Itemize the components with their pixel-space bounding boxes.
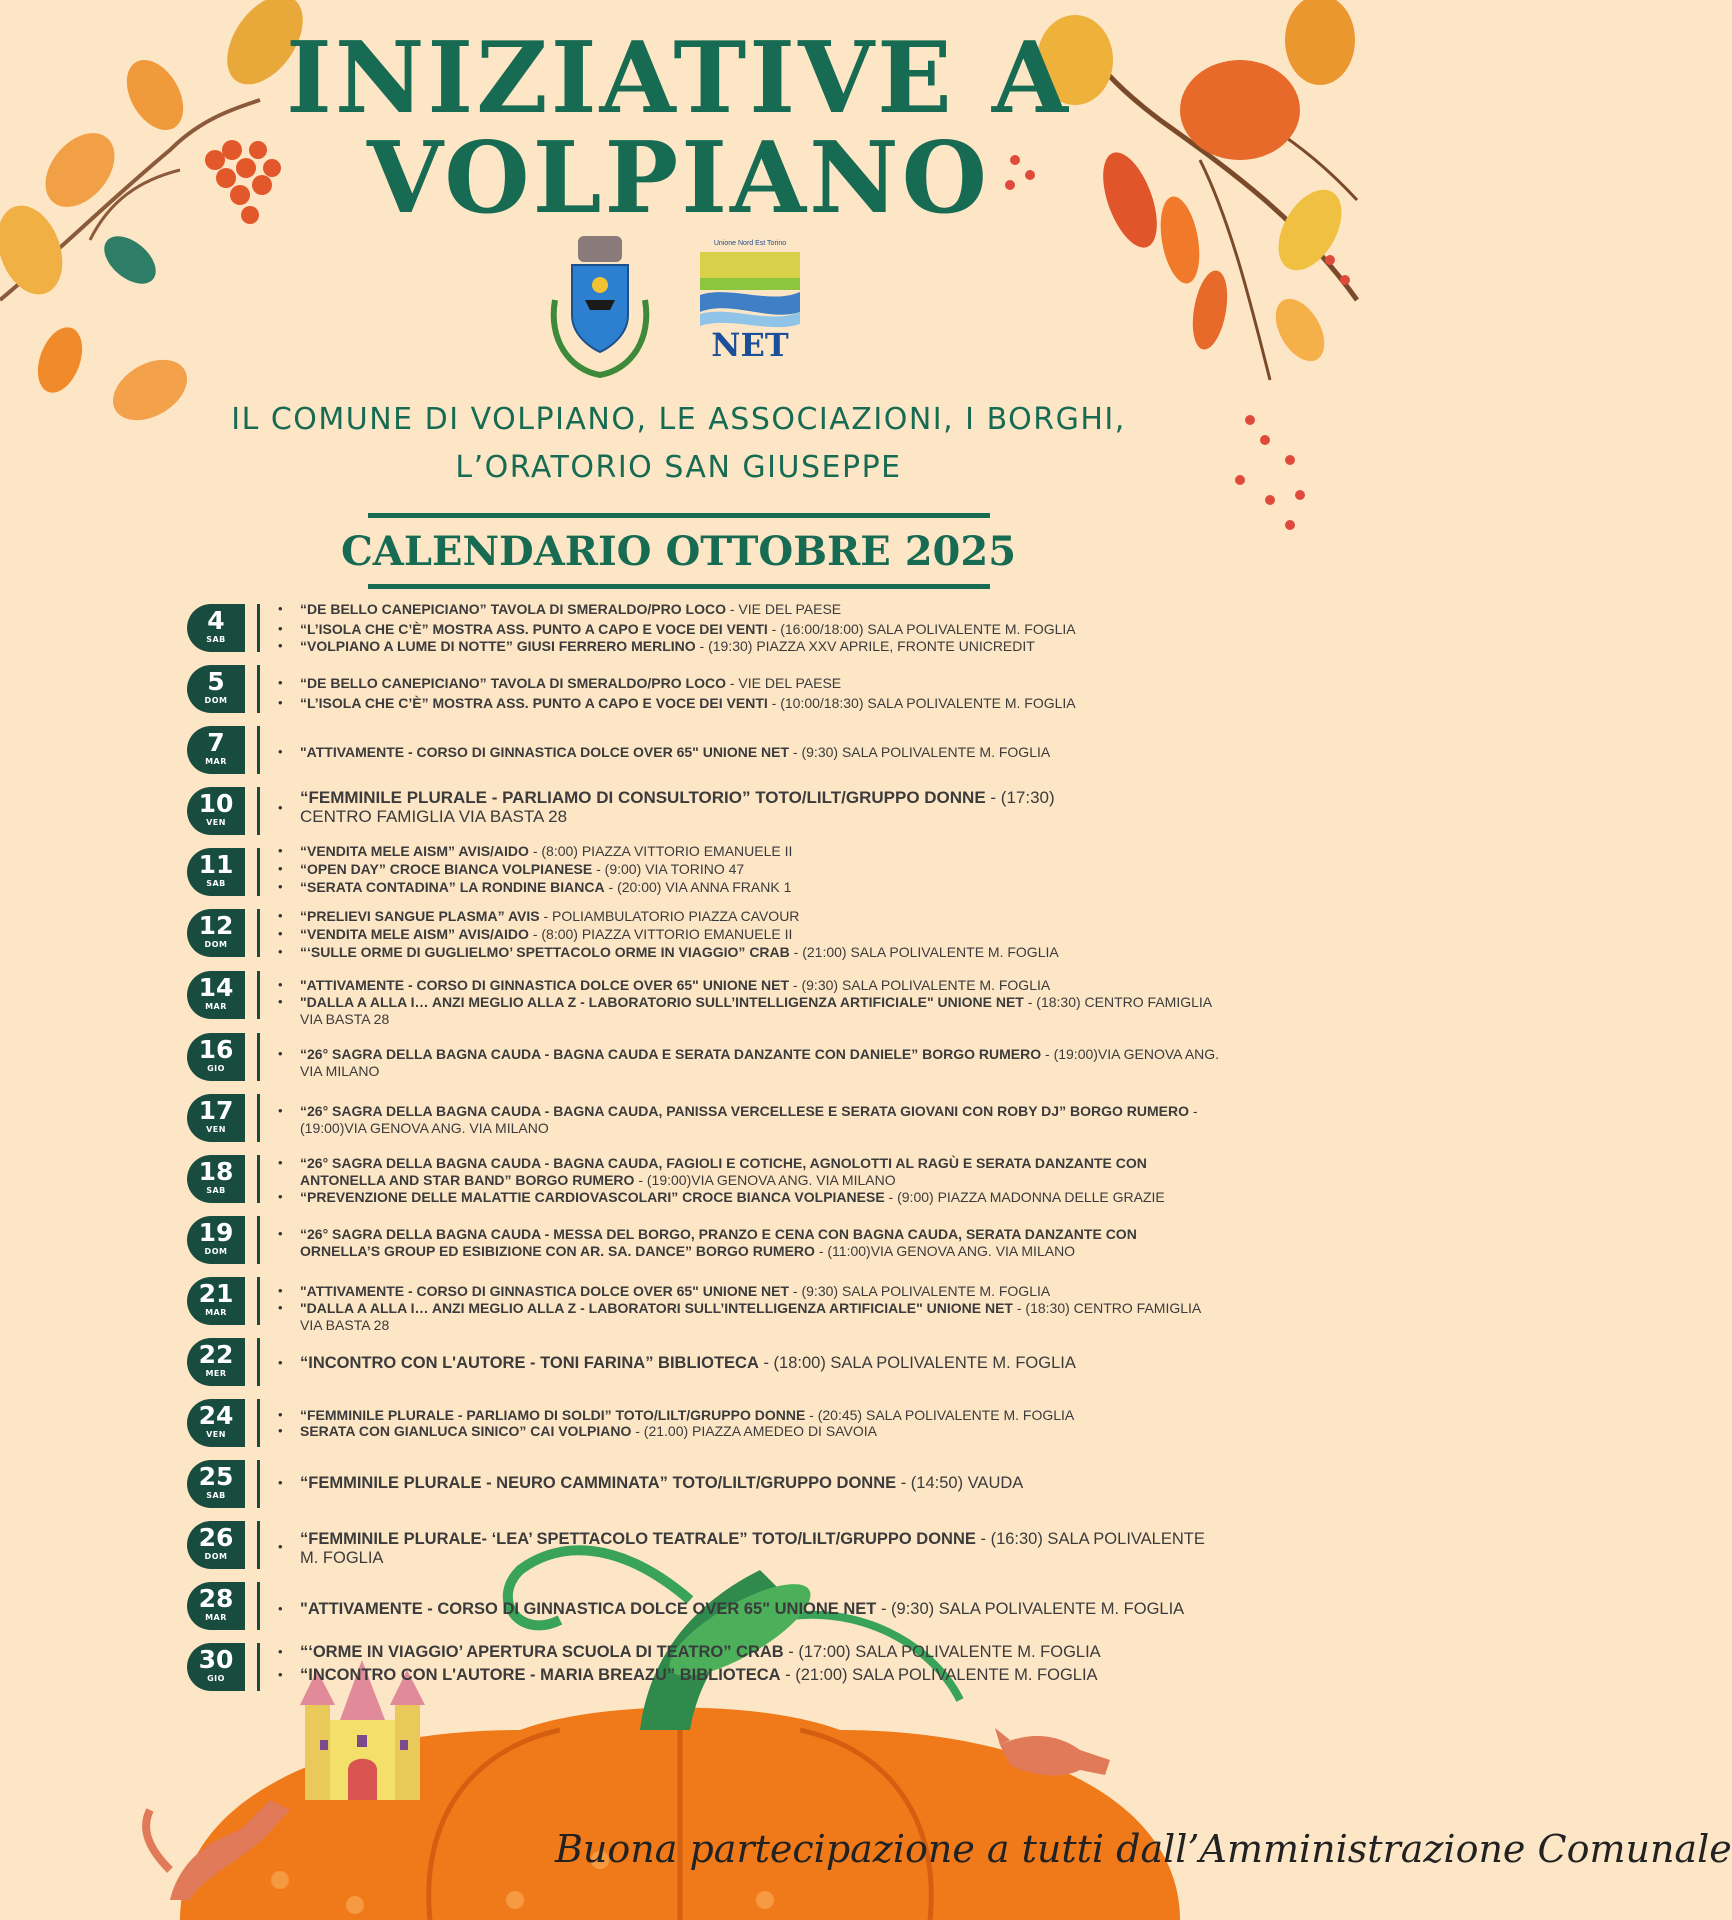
day-abbr: DOM <box>204 1552 228 1561</box>
page-title-line1: INIZIATIVE A <box>286 21 1071 136</box>
day-number: 16 <box>198 1035 234 1064</box>
day-number: 5 <box>207 667 225 696</box>
day-abbr: DOM <box>204 696 228 705</box>
day-number: 4 <box>207 606 225 635</box>
day-abbr: MAR <box>205 1613 227 1622</box>
day-number: 28 <box>198 1584 234 1613</box>
event-item: • "ATTIVAMENTE - CORSO DI GINNASTICA DOLCE OVER 65" UNIONE NET - (9:30) SALA POLIVALENTE M. FOGLIA <box>278 977 1051 993</box>
day-number: 12 <box>198 911 234 940</box>
day-badge <box>187 1338 245 1386</box>
day-number: 26 <box>198 1523 234 1552</box>
event-item: • “FEMMINILE PLURALE - NEURO CAMMINATA” TOTO/LILT/GRUPPO DONNE - (14:50) VAUDA <box>278 1474 1024 1492</box>
event-item: • “DE BELLO CANEPICIANO” TAVOLA DI SMERALDO/PRO LOCO - VIE DEL PAESE <box>278 601 842 617</box>
day-abbr: SAB <box>206 1186 226 1195</box>
day-abbr: MER <box>205 1369 227 1378</box>
event-item: • “26° SAGRA DELLA BAGNA CAUDA - BAGNA CAUDA, PANISSA VERCELLESE E SERATA GIOVANI CON ROBY DJ” BORGO RUMERO - (19:00)VIA GENOVA ANG. VIA MILANO <box>278 1103 1198 1136</box>
day-abbr: MAR <box>205 757 227 766</box>
day-divider <box>257 1216 260 1264</box>
day-divider <box>257 665 260 713</box>
day-abbr: VEN <box>206 818 226 827</box>
calendar-title: CALENDARIO OTTOBRE 2025 <box>340 528 1017 575</box>
event-item: • “VENDITA MELE AISM” AVIS/AIDO - (8:00) PIAZZA VITTORIO EMANUELE II <box>278 843 793 859</box>
day-divider <box>257 1521 260 1569</box>
event-item: • “‘SULLE ORME DI GUGLIELMO’ SPETTACOLO ORME IN VIAGGIO” CRAB - (21:00) SALA POLIVALENTE M. FOGLIA <box>278 944 1059 960</box>
day-number: 30 <box>198 1645 234 1674</box>
day-badge <box>187 1521 245 1569</box>
day-divider <box>257 1399 260 1447</box>
subtitle-line1: IL COMUNE DI VOLPIANO, LE ASSOCIAZIONI, I BORGHI, <box>231 402 1126 437</box>
event-item: • “26° SAGRA DELLA BAGNA CAUDA - BAGNA CAUDA E SERATA DANZANTE CON DANIELE” BORGO RUMERO - (19:00)VIA GENOVA ANG. VIA MILANO <box>278 1046 1220 1079</box>
footer-greeting: Buona partecipazione a tutti dall’Amministrazione Comunale <box>555 1827 1732 1871</box>
day-abbr: GIO <box>207 1674 225 1683</box>
day-divider <box>257 1338 260 1386</box>
event-item: • “VOLPIANO A LUME DI NOTTE” GIUSI FERRERO MERLINO - (19:30) PIAZZA XXV APRILE, FRONTE UNICREDIT <box>278 638 1035 654</box>
day-divider <box>257 971 260 1019</box>
day-number: 17 <box>198 1096 234 1125</box>
day-badge <box>187 1643 245 1691</box>
day-divider <box>257 726 260 774</box>
day-abbr: DOM <box>204 1247 228 1256</box>
day-abbr: SAB <box>206 635 226 644</box>
day-number: 22 <box>198 1340 234 1369</box>
day-number: 18 <box>198 1157 234 1186</box>
event-item: • “‘ORME IN VIAGGIO’ APERTURA SCUOLA DI TEATRO” CRAB - (17:00) SALA POLIVALENTE M. FOGLIA <box>278 1643 1101 1661</box>
day-divider <box>257 1460 260 1508</box>
event-item: • “FEMMINILE PLURALE - PARLIAMO DI CONSULTORIO” TOTO/LILT/GRUPPO DONNE - (17:30) CENTRO FAMIGLIA VIA BASTA 28 <box>278 788 1055 826</box>
day-number: 10 <box>198 789 234 818</box>
event-item: • “INCONTRO CON L'AUTORE - TONI FARINA” BIBLIOTECA - (18:00) SALA POLIVALENTE M. FOGLIA <box>278 1354 1076 1372</box>
day-badge <box>187 1582 245 1630</box>
calendar-title-rule-bottom <box>368 584 990 589</box>
day-divider <box>257 909 260 957</box>
day-number: 21 <box>198 1279 234 1308</box>
day-divider <box>257 1033 260 1081</box>
event-item: • “FEMMINILE PLURALE - PARLIAMO DI SOLDI” TOTO/LILT/GRUPPO DONNE - (20:45) SALA POLIVALENTE M. FOGLIA <box>278 1407 1075 1423</box>
net-logo-caption: Unione Nord Est Torino <box>713 240 787 247</box>
day-number: 7 <box>207 728 225 757</box>
event-item: • “SERATA CONTADINA” LA RONDINE BIANCA - (20:00) VIA ANNA FRANK 1 <box>278 879 792 895</box>
event-item: • SERATA CON GIANLUCA SINICO” CAI VOLPIANO - (21.00) PIAZZA AMEDEO DI SAVOIA <box>278 1423 877 1439</box>
day-badge <box>187 604 245 652</box>
day-abbr: VEN <box>206 1125 226 1134</box>
day-abbr: MAR <box>205 1308 227 1317</box>
net-logo-icon <box>700 252 800 327</box>
event-item: • “FEMMINILE PLURALE- ‘LEA’ SPETTACOLO TEATRALE” TOTO/LILT/GRUPPO DONNE - (16:30) SALA POLIVALENTE M. FOGLIA <box>278 1530 1205 1567</box>
day-badge <box>187 1155 245 1203</box>
day-abbr: VEN <box>206 1430 226 1439</box>
day-badge <box>187 1033 245 1081</box>
event-item: • “DE BELLO CANEPICIANO” TAVOLA DI SMERALDO/PRO LOCO - VIE DEL PAESE <box>278 675 842 691</box>
day-badge <box>187 909 245 957</box>
day-number: 25 <box>198 1462 234 1491</box>
event-item: • “VENDITA MELE AISM” AVIS/AIDO - (8:00) PIAZZA VITTORIO EMANUELE II <box>278 926 793 942</box>
day-divider <box>257 848 260 896</box>
day-divider <box>257 1094 260 1142</box>
net-logo-text: NET <box>711 326 789 364</box>
day-badge <box>187 665 245 713</box>
event-item: • “PREVENZIONE DELLE MALATTIE CARDIOVASCOLARI” CROCE BIANCA VOLPIANESE - (9:00) PIAZZA MADONNA DELLE GRAZIE <box>278 1189 1165 1205</box>
day-divider <box>257 1155 260 1203</box>
day-number: 24 <box>198 1401 234 1430</box>
day-badge <box>187 726 245 774</box>
day-abbr: SAB <box>206 1491 226 1500</box>
day-divider <box>257 787 260 835</box>
event-item: • “PRELIEVI SANGUE PLASMA” AVIS - POLIAMBULATORIO PIAZZA CAVOUR <box>278 908 800 924</box>
day-abbr: MAR <box>205 1002 227 1011</box>
day-badge <box>187 1460 245 1508</box>
day-badge <box>187 1216 245 1264</box>
coat-of-arms-icon <box>554 236 647 375</box>
event-item: • "ATTIVAMENTE - CORSO DI GINNASTICA DOLCE OVER 65" UNIONE NET - (9:30) SALA POLIVALENTE M. FOGLIA <box>278 744 1051 760</box>
day-badge <box>187 848 245 896</box>
calendar-title-rule-top <box>368 513 990 518</box>
event-item: • "ATTIVAMENTE - CORSO DI GINNASTICA DOLCE OVER 65" UNIONE NET - (9:30) SALA POLIVALENTE M. FOGLIA <box>278 1283 1051 1299</box>
event-item: • "DALLA A ALLA I… ANZI MEGLIO ALLA Z - LABORATORI SULL’INTELLIGENZA ARTIFICIALE" UNIONE NET - (18:30) CENTRO FAMIGLIA VIA BASTA 28 <box>278 1300 1201 1333</box>
day-divider <box>257 604 260 652</box>
event-item: • "DALLA A ALLA I… ANZI MEGLIO ALLA Z - LABORATORIO SULL’INTELLIGENZA ARTIFICIALE" UNIONE NET - (18:30) CENTRO FAMIGLIA VIA BASTA 28 <box>278 994 1212 1027</box>
day-divider <box>257 1582 260 1630</box>
event-item: • “INCONTRO CON L'AUTORE - MARIA BREAZU” BIBLIOTECA - (21:00) SALA POLIVALENTE M. FOGLIA <box>278 1666 1098 1684</box>
day-abbr: SAB <box>206 879 226 888</box>
event-item: • “L’ISOLA CHE C’È” MOSTRA ASS. PUNTO A CAPO E VOCE DEI VENTI - (16:00/18:00) SALA POLIVALENTE M. FOGLIA <box>278 621 1076 637</box>
event-item: • “L’ISOLA CHE C’È” MOSTRA ASS. PUNTO A CAPO E VOCE DEI VENTI - (10:00/18:30) SALA POLIVALENTE M. FOGLIA <box>278 695 1076 711</box>
day-badge <box>187 1399 245 1447</box>
day-divider <box>257 1643 260 1691</box>
day-badge <box>187 1094 245 1142</box>
day-divider <box>257 1277 260 1325</box>
day-abbr: GIO <box>207 1064 225 1073</box>
day-number: 11 <box>198 850 234 879</box>
page-title-line2: VOLPIANO <box>366 121 991 236</box>
day-number: 19 <box>198 1218 234 1247</box>
day-badge <box>187 1277 245 1325</box>
day-badge <box>187 787 245 835</box>
event-item: • “26° SAGRA DELLA BAGNA CAUDA - MESSA DEL BORGO, PRANZO E CENA CON BAGNA CAUDA, SERATA DANZANTE CON ORNELLA’S GROUP ED ESIBIZIONE CON AR. SA. DANCE” BORGO RUMERO - (11:00)VIA GENOVA ANG. VIA MILANO <box>278 1226 1137 1259</box>
event-item: • "ATTIVAMENTE - CORSO DI GINNASTICA DOLCE OVER 65" UNIONE NET - (9:30) SALA POLIVALENTE M. FOGLIA <box>278 1600 1185 1618</box>
subtitle-line2: L’ORATORIO SAN GIUSEPPE <box>455 450 902 485</box>
event-item: • “OPEN DAY” CROCE BIANCA VOLPIANESE - (9:00) VIA TORINO 47 <box>278 861 745 877</box>
day-badge <box>187 971 245 1019</box>
day-abbr: DOM <box>204 940 228 949</box>
event-item: • “26° SAGRA DELLA BAGNA CAUDA - BAGNA CAUDA, FAGIOLI E COTICHE, AGNOLOTTI AL RAGÙ E SERATA DANZANTE CON ANTONELLA AND STAR BAND” BORGO RUMERO - (19:00)VIA GENOVA ANG. VIA MILANO <box>278 1155 1147 1188</box>
day-number: 14 <box>198 973 234 1002</box>
